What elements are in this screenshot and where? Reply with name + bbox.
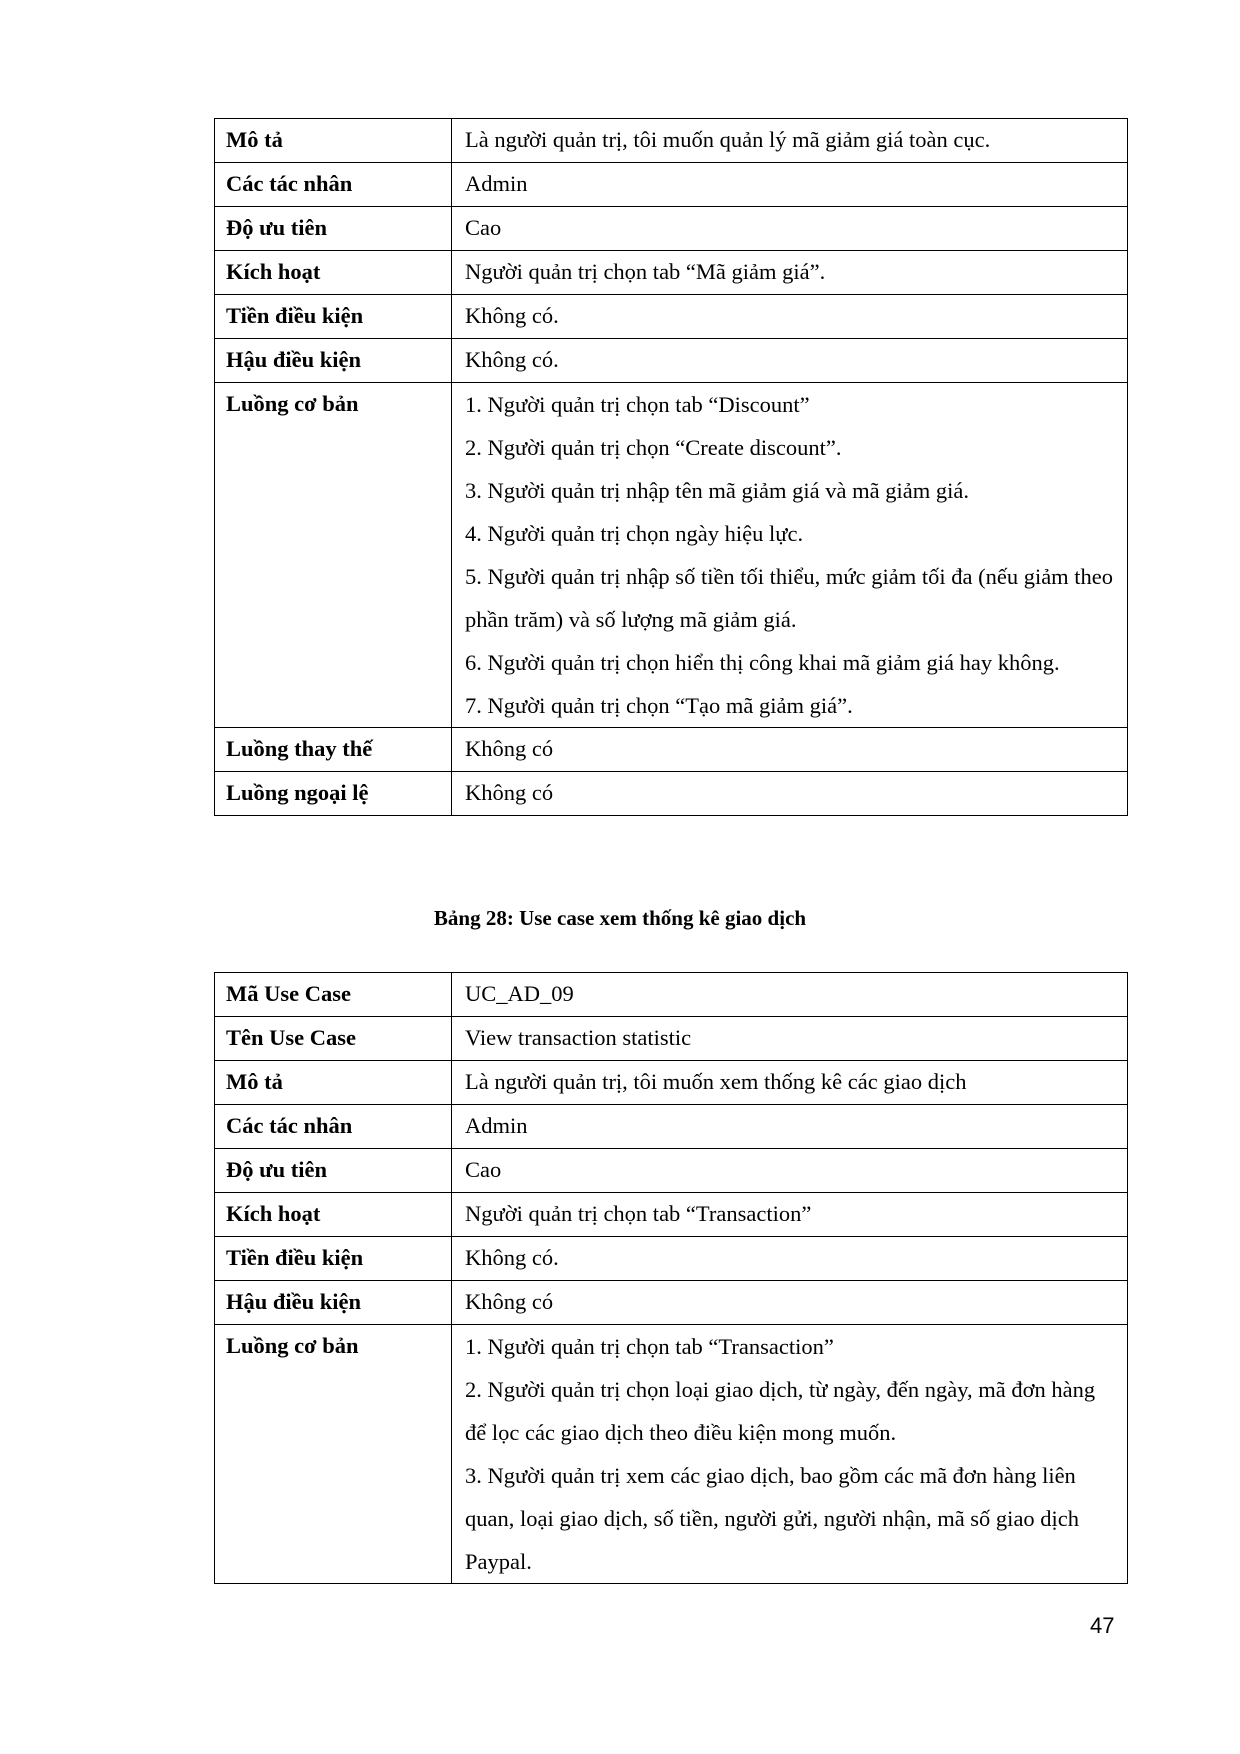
table-row bbox=[215, 339, 1128, 383]
table-row bbox=[215, 772, 1128, 816]
row-value: Không có bbox=[452, 772, 1128, 816]
table-caption: Bảng 28: Use case xem thống kê giao dịch bbox=[433, 906, 807, 930]
flow-step: 6. Người quản trị chọn hiển thị công khai mã giảm giá hay không. bbox=[465, 650, 1060, 675]
row-label: Các tác nhân bbox=[215, 163, 452, 207]
row-label: Kích hoạt bbox=[215, 1193, 452, 1237]
table-row bbox=[215, 1193, 1128, 1237]
flow-step: 3. Người quản trị xem các giao dịch, bao gồm các mã đơn hàng liên quan, loại giao dịch, số tiền, người gửi, người nhận, mã số giao dịch Paypal. bbox=[465, 1463, 1080, 1574]
row-value: Không có bbox=[452, 1281, 1128, 1325]
table-row bbox=[215, 251, 1128, 295]
use-case-table-discount bbox=[214, 118, 1128, 816]
row-value: View transaction statistic bbox=[452, 1017, 1128, 1061]
row-label: Mô tả bbox=[215, 119, 452, 163]
flow-step: 2. Người quản trị chọn loại giao dịch, từ ngày, đến ngày, mã đơn hàng để lọc các giao dịch theo điều kiện mong muốn. bbox=[465, 1377, 1096, 1445]
row-label: Tiền điều kiện bbox=[215, 1237, 452, 1281]
row-value: Không có. bbox=[452, 295, 1128, 339]
row-value: Người quản trị chọn tab “Transaction” bbox=[452, 1193, 1128, 1237]
flow-step: 4. Người quản trị chọn ngày hiệu lực. bbox=[465, 521, 804, 546]
table-row bbox=[215, 119, 1128, 163]
row-label: Tiền điều kiện bbox=[215, 295, 452, 339]
row-label: Hậu điều kiện bbox=[215, 339, 452, 383]
table-row bbox=[215, 1281, 1128, 1325]
flow-step: 1. Người quản trị chọn tab “Transaction” bbox=[465, 1334, 834, 1359]
row-value: Người quản trị chọn tab “Mã giảm giá”. bbox=[452, 251, 1128, 295]
table-row bbox=[215, 163, 1128, 207]
row-value: Admin bbox=[452, 1105, 1128, 1149]
row-label: Kích hoạt bbox=[215, 251, 452, 295]
row-value-steps bbox=[452, 383, 1128, 728]
table-row bbox=[215, 207, 1128, 251]
row-value: Admin bbox=[452, 163, 1128, 207]
row-label: Độ ưu tiên bbox=[215, 207, 452, 251]
row-label: Mô tả bbox=[215, 1061, 452, 1105]
row-value: Không có. bbox=[452, 339, 1128, 383]
row-value: Không có bbox=[452, 728, 1128, 772]
row-value: UC_AD_09 bbox=[452, 973, 1128, 1017]
flow-step: 2. Người quản trị chọn “Create discount”. bbox=[465, 435, 842, 460]
flow-step: 1. Người quản trị chọn tab “Discount” bbox=[465, 392, 810, 417]
row-value: Là người quản trị, tôi muốn xem thống kê các giao dịch bbox=[452, 1061, 1128, 1105]
table-row-basic-flow bbox=[215, 1325, 1128, 1584]
row-label: Tên Use Case bbox=[215, 1017, 452, 1061]
row-label: Mã Use Case bbox=[215, 973, 452, 1017]
row-value: Là người quản trị, tôi muốn quản lý mã giảm giá toàn cục. bbox=[452, 119, 1128, 163]
row-label: Luồng ngoại lệ bbox=[215, 772, 452, 816]
table-row bbox=[215, 1017, 1128, 1061]
row-label: Hậu điều kiện bbox=[215, 1281, 452, 1325]
use-case-table-transaction bbox=[214, 972, 1128, 1584]
table-row bbox=[215, 1237, 1128, 1281]
row-value: Không có. bbox=[452, 1237, 1128, 1281]
table-row bbox=[215, 1061, 1128, 1105]
row-value: Cao bbox=[452, 1149, 1128, 1193]
table-row bbox=[215, 1105, 1128, 1149]
flow-step: 5. Người quản trị nhập số tiền tối thiểu, mức giảm tối đa (nếu giảm theo phần trăm) và số lượng mã giảm giá. bbox=[465, 564, 1114, 632]
table-row bbox=[215, 295, 1128, 339]
flow-step: 3. Người quản trị nhập tên mã giảm giá và mã giảm giá. bbox=[465, 478, 969, 503]
row-label: Luồng thay thế bbox=[215, 728, 452, 772]
table-row-basic-flow bbox=[215, 383, 1128, 728]
row-label: Luồng cơ bản bbox=[215, 383, 452, 728]
table-row bbox=[215, 728, 1128, 772]
row-value-steps bbox=[452, 1325, 1128, 1584]
table-row bbox=[215, 973, 1128, 1017]
flow-step: 7. Người quản trị chọn “Tạo mã giảm giá”. bbox=[465, 693, 853, 718]
table-row bbox=[215, 1149, 1128, 1193]
row-label: Luồng cơ bản bbox=[215, 1325, 452, 1584]
row-label: Các tác nhân bbox=[215, 1105, 452, 1149]
row-value: Cao bbox=[452, 207, 1128, 251]
row-label: Độ ưu tiên bbox=[215, 1149, 452, 1193]
page-number: 47 bbox=[1090, 1613, 1115, 1638]
